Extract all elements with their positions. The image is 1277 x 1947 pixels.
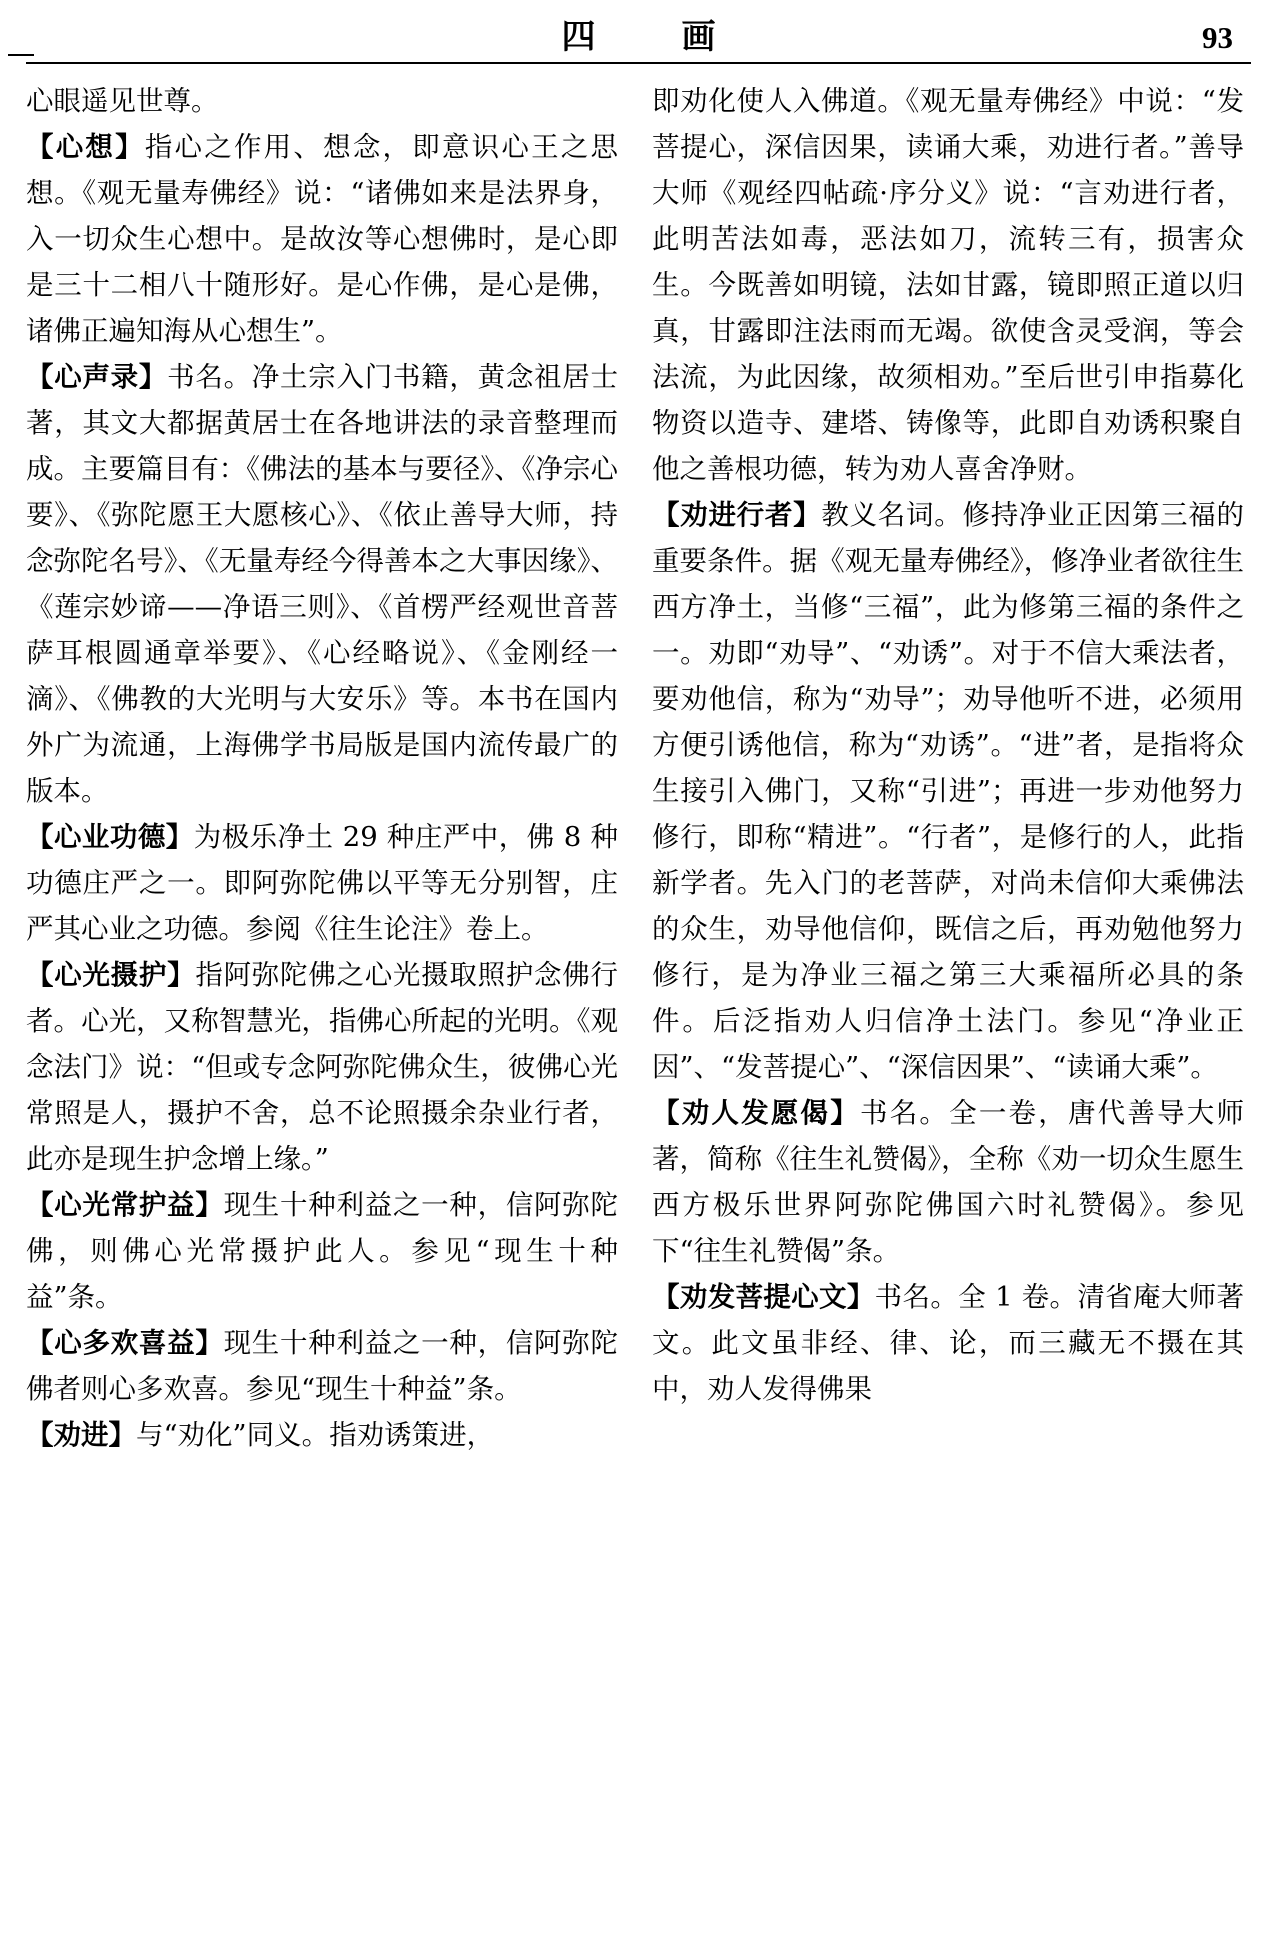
dictionary-entry [652, 1090, 1244, 1274]
entry-body: 与“劝化”同义。指劝诱策进， [136, 1419, 495, 1451]
entry-body: 现生十种利益之一种，信阿弥陀佛，则佛心光常摄护此人。参见“现生十种益”条。 [26, 1189, 619, 1313]
entry-body: 指心之作用、想念，即意识心王之思想。《观无量寿佛经》说：“诸佛如来是法界身，入一切众生心想中。是故汝等心想佛时，是心即是三十二相八十随形好。是心作佛，是心是佛，诸佛正遍知海从心想生”。 [26, 131, 619, 347]
entry-term: 【心多欢喜益】 [26, 1327, 224, 1359]
left-column [26, 78, 618, 1938]
right-column [652, 78, 1244, 1938]
entry-term: 【劝人发愿偈】 [652, 1097, 860, 1129]
entry-term: 【心光摄护】 [26, 959, 196, 991]
entry-body: 指阿弥陀佛之心光摄取照护念佛行者。心光，又称智慧光，指佛心所起的光明。《观念法门》说：“但或专念阿弥陀佛众生，彼佛心光常照是人，摄护不舍，总不论照摄余杂业行者，此亦是现生护念增上缘。” [26, 959, 619, 1175]
dictionary-entry [26, 814, 618, 952]
dictionary-entry [26, 124, 618, 354]
entry-body: 教义名词。修持净业正因第三福的重要条件。据《观无量寿佛经》，修净业者欲往生西方净土，当修“三福”，此为修第三福的条件之一。劝即“劝导”、“劝诱”。对于不信大乘法者，要劝他信，称为“劝导”；劝导他听不进，必须用方便引诱他信，称为“劝诱”。“进”者，是指将众生接引入佛门，又称“引进”；再进一步劝他努力修行，即称“精进”。“行者”，是修行的人，此指新学者。先入门的老菩萨，对尚未信仰大乘佛法的众生，劝导他信仰，既信之后，再劝勉他努力修行，是为净业三福之第三大乘福所必具的条件。后泛指劝人归信净土法门。参见“净业正因”、“发菩提心”、“深信因果”、“读诵大乘”。 [652, 499, 1245, 1083]
paragraph-continuation: 即劝化使人入佛道。《观无量寿佛经》中说：“发菩提心，深信因果，读诵大乘，劝进行者。”善导大师《观经四帖疏·序分义》说：“言劝进行者，此明苦法如毒，恶法如刀，流转三有，损害众生。今既善如明镜，法如甘露，镜即照正道以归真，甘露即注法雨而无竭。欲使含灵受润，等会法流，为此因缘，故须相劝。”至后世引申指募化物资以造寺、建塔、铸像等，此即自劝诱积聚自他之善根功德，转为劝人喜舍净财。 [652, 85, 1244, 485]
entry-term: 【劝发菩提心文】 [652, 1281, 875, 1313]
header-divider [26, 62, 1251, 64]
page-number: 93 [1202, 20, 1233, 55]
entry-term: 【劝进行者】 [652, 499, 822, 531]
page-header [26, 0, 1251, 58]
entry-term: 【心声录】 [26, 361, 168, 393]
body-columns [26, 78, 1251, 1938]
entry-term: 【心想】 [26, 131, 145, 163]
entry-term: 【心光常护益】 [26, 1189, 224, 1221]
paragraph-continuation: 心眼遥见世尊。 [26, 85, 219, 117]
entry-body: 书名。全一卷，唐代善导大师著，简称《往生礼赞偈》，全称《劝一切众生愿生西方极乐世界阿弥陀佛国六时礼赞偈》。参见下“往生礼赞偈”条。 [652, 1097, 1245, 1267]
dictionary-entry [26, 354, 618, 814]
header-dash-mark [8, 54, 34, 56]
entry-term: 【劝进】 [26, 1419, 136, 1451]
entry-body: 现生十种利益之一种，信阿弥陀佛者则心多欢喜。参见“现生十种益”条。 [26, 1327, 619, 1405]
dictionary-entry [26, 1320, 618, 1412]
dictionary-entry [652, 492, 1244, 1090]
dictionary-entry [26, 1412, 618, 1458]
entry-body: 为极乐净土 29 种庄严中，佛 8 种功德庄严之一。即阿弥陀佛以平等无分别智，庄严其心业之功德。参阅《往生论注》卷上。 [26, 821, 618, 945]
page-title: 四 画 [561, 17, 742, 57]
dictionary-entry [26, 1182, 618, 1320]
entry-body: 书名。净土宗入门书籍，黄念祖居士著，其文大都据黄居士在各地讲法的录音整理而成。主要篇目有：《佛法的基本与要径》、《净宗心要》、《弥陀愿王大愿核心》、《依止善导大师，持念弥陀名号》、《无量寿经今得善本之大事因缘》、《莲宗妙谛——净语三则》、《首楞严经观世音菩萨耳根圆通章举要》、《心经略说》、《金刚经一滴》、《佛教的大光明与大安乐》等。本书在国内外广为流通，上海佛学书局版是国内流传最广的版本。 [26, 361, 618, 807]
entry-body: 书名。全 1 卷。清省庵大师著文。此文虽非经、律、论，而三藏无不摄在其中，劝人发得佛果 [652, 1281, 1244, 1405]
dictionary-entry [26, 952, 618, 1182]
dictionary-entry [652, 1274, 1244, 1412]
entry-term: 【心业功德】 [26, 821, 194, 853]
